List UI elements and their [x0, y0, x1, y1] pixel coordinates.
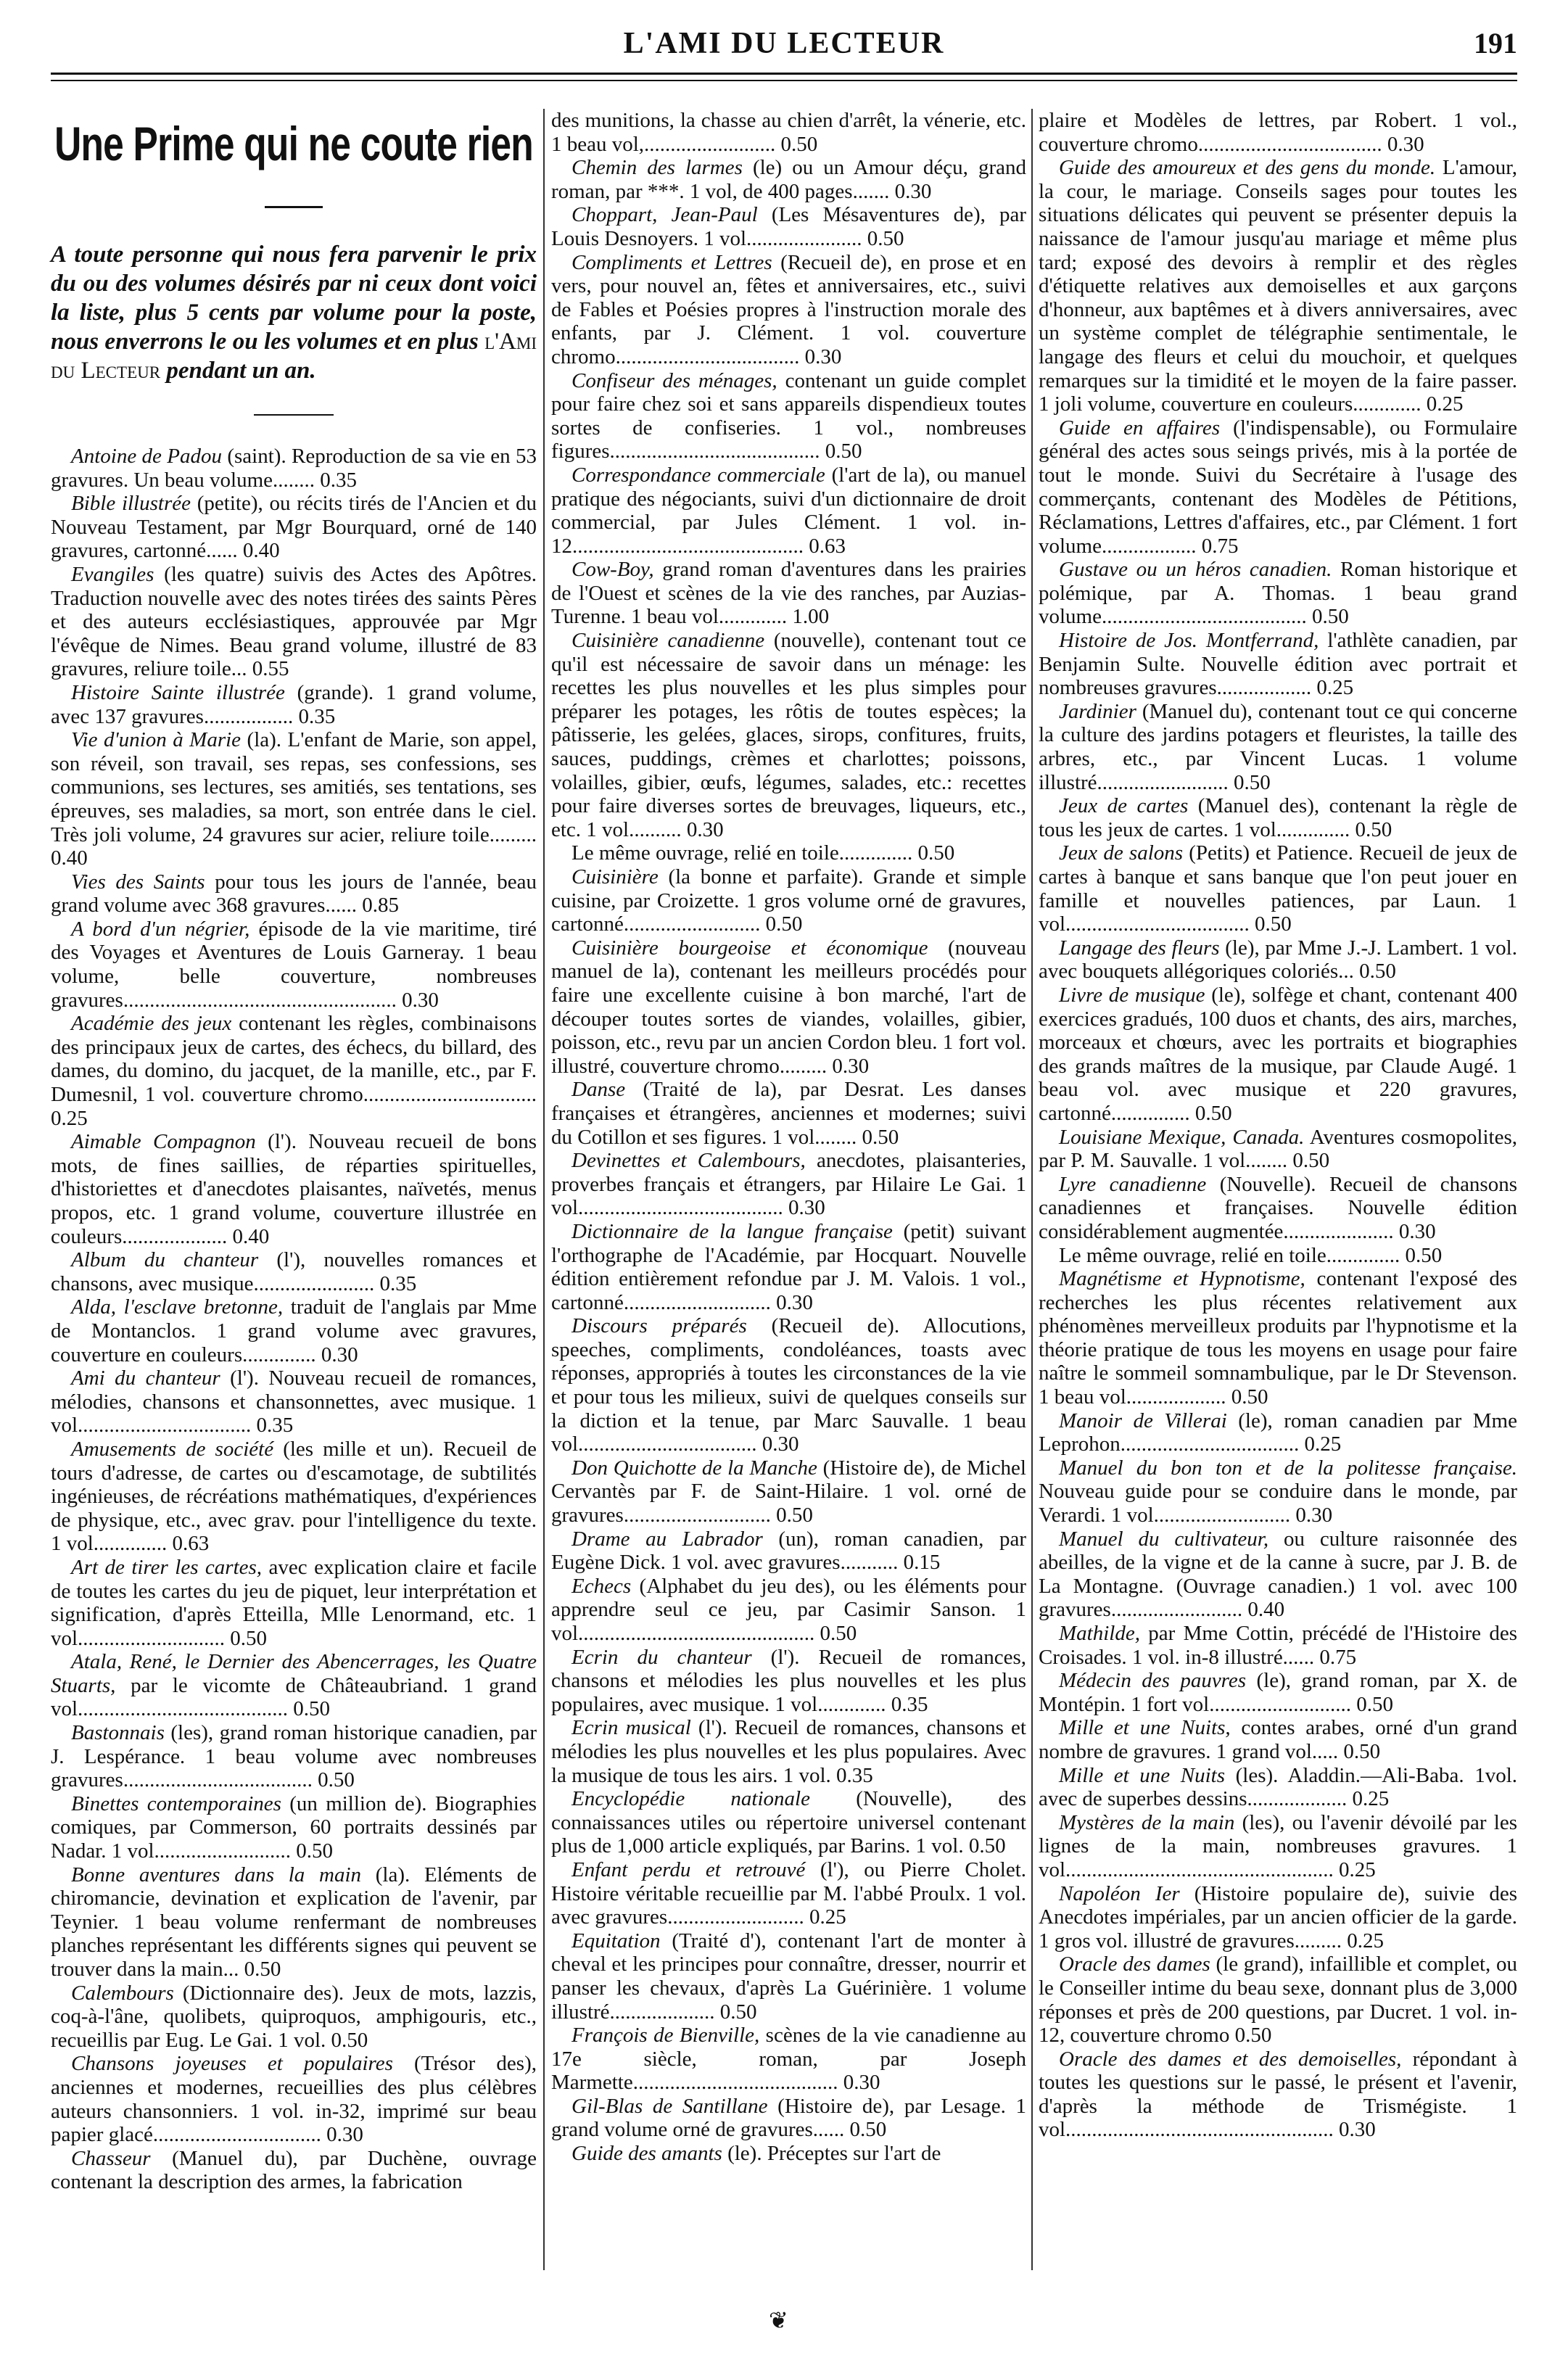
entry-title: Manoir de Villerai	[1059, 1409, 1227, 1432]
header-rule-bottom	[51, 80, 1517, 81]
catalog-entry	[551, 1527, 1026, 1575]
entry-description: par Mme Cottin, précédé de l'Histoire des Croisades. 1 vol. in-8 illustré...... 0.75	[1039, 1622, 1517, 1669]
catalog-entry	[551, 1456, 1026, 1527]
entry-title: François de Bienville,	[572, 2024, 760, 2048]
entry-description: (les mille et un). Recueil de tours d'adresse, de cartes ou d'escamotage, de subtilités ingénieuses, de récréations mathématiques, d'expériences de physique, etc., avec grav. pour l'intelligence du texte. 1 vol.............. 0.63	[51, 1437, 537, 1556]
entry-title: Oracle des dames et des demoiselles,	[1059, 2047, 1402, 2071]
catalog-entry	[551, 203, 1026, 250]
entry-description: (l'). Nouveau recueil de bons mots, de fines saillies, de réparties spirituelles, d'historiettes et d'anecdotes plaisantes, naïvetés, menus propos, etc. 1 grand volume, couverture illustrée en couleurs.................... 0.40	[51, 1130, 537, 1248]
entry-description: contenant un guide complet pour faire chez soi et sans appareils dispendieux toutes sortes de confiseries. 1 vol., nombreuses figures........................................ 0.50	[551, 368, 1027, 463]
entry-description: (le) ou un Amour déçu, grand roman, par ***. 1 vol, de 400 pages....... 0.30	[551, 156, 1026, 203]
column-2	[551, 109, 1026, 2166]
entry-description: des munitions, la chasse au chien d'arrêt, la vénerie, etc. 1 beau vol,......................... 0.50	[551, 109, 1026, 156]
entry-description: (Les Mésaventures de), par Louis Desnoyers. 1 vol...................... 0.50	[551, 203, 1027, 250]
entry-description: contes arabes, orné d'un grand nombre de gravures. 1 grand vol..... 0.50	[1039, 1716, 1517, 1763]
catalog-entry	[551, 1078, 1026, 1149]
entry-title: Binettes contemporaines	[71, 1791, 281, 1815]
catalog-entry	[51, 2052, 537, 2146]
header-rule-top	[51, 73, 1517, 75]
catalog-entry	[51, 492, 537, 563]
entry-description: (le grand), infaillible et complet, ou le Conseiller intime du beau sexe, donnant plus de 3,000 réponses et près de 200 questions, par Ducret. 1 vol. in-12, couverture chromo 0.50	[1039, 1953, 1517, 2048]
entry-description: (Nouvelle), des connaissances utiles ou répertoire universel contenant plus de 1,000 article expliqués, par Barins. 1 vol. 0.50	[551, 1787, 1026, 1858]
entry-title: Lyre canadienne	[1059, 1172, 1207, 1196]
entry-description: (l'indispensable), ou Formulaire général des actes sous seings privés, mis à la portée de tout le monde. Suivi du Secrétaire à l'usage des commerçants, contenant des Modèles de Pétitions, Réclamations, Lettres d'affaires, etc., par Clément. 1 fort volume.................. 0.75	[1039, 416, 1518, 558]
page-number: 191	[1474, 27, 1517, 59]
entry-title: Encyclopédie nationale	[572, 1787, 810, 1811]
column-3	[1039, 109, 1517, 2142]
catalog-entry	[1039, 1173, 1517, 1244]
catalog-entry	[51, 1012, 537, 1130]
entry-description: (saint). Reproduction de sa vie en 53 gravures. Un beau volume........ 0.35	[51, 445, 537, 492]
entry-description: (le), grand roman, par X. de Montépin. 1 fort vol........................... 0.50	[1039, 1669, 1517, 1716]
entry-description: (la). L'enfant de Marie, son appel, son réveil, son travail, ses repas, ses confessions, ses communions, ses lectures, ses amitiés, ses tentations, ses épreuves, ses maladies, sa mort, son entrée dans le ciel. Très joli volume, 24 gravures sur acier, reliure toile......... 0.40	[51, 728, 537, 870]
entry-title: Gustave ou un héros canadien.	[1059, 558, 1332, 582]
entry-description: répondant à toutes les questions sur le passé, le présent et l'avenir, d'après la méthode de Trismégiste. 1 vol................................................... 0.30	[1039, 2047, 1517, 2142]
entry-title: Equitation	[572, 1929, 661, 1953]
entry-title: Vie d'union à Marie	[71, 728, 242, 752]
catalog-entry	[551, 865, 1026, 936]
entry-description: (petite), ou récits tirés de l'Ancien et du Nouveau Testament, par Mgr Bourquard, orné de 140 gravures, cartonné...... 0.40	[51, 492, 537, 563]
entry-description: (Alphabet du jeu des), ou les éléments pour apprendre seul ce jeu, par Casimir Sanson. 1 vol............................................. 0.50	[551, 1574, 1026, 1645]
entry-description: Nouveau guide pour se conduire dans le monde, par Verardi. 1 vol.......................... 0.30	[1039, 1480, 1517, 1527]
catalog-entry	[51, 681, 537, 728]
entry-description: plaire et Modèles de lettres, par Robert. 1 vol., couverture chromo................................... 0.30	[1039, 109, 1517, 156]
entry-title: A bord d'un négrier,	[71, 917, 250, 941]
entry-description: (l'art de la), ou manuel pratique des négociants, suivi d'un dictionnaire de droit commercial, par Jules Clément. 1 vol. in-12............................................ 0.63	[551, 463, 1026, 558]
entry-title: Album du chanteur	[71, 1248, 259, 1272]
entry-title: Jardinier	[1059, 699, 1136, 723]
entry-description: (les quatre) suivis des Actes des Apôtres. Traduction nouvelle avec des notes tirées des saints Pères et des auteurs ecclésiastiques, approuvée par Mgr l'évêque de Nimes. Beau grand volume, illustré de 83 gravures, reliure toile... 0.55	[51, 562, 537, 681]
entry-title: Médecin des pauvres	[1059, 1669, 1247, 1693]
entry-title: Livre de musique	[1059, 983, 1205, 1007]
catalog-entry	[1039, 1882, 1517, 1953]
entry-title: Histoire Sainte illustrée	[71, 680, 285, 704]
entry-description: l'athlète canadien, par Benjamin Sulte. Nouvelle édition avec portrait et nombreuses gravures.................. 0.25	[1039, 629, 1517, 700]
catalog-entry	[551, 841, 1026, 865]
catalog-entry	[51, 2147, 537, 2194]
entry-description: (petit) suivant l'orthographe de l'Académie, par Hocquart. Nouvelle édition entièrement refondue par J. M. Valois. 1 vol., cartonné............................ 0.30	[551, 1219, 1026, 1314]
entry-title: Bastonnais	[71, 1721, 165, 1745]
entry-title: Vies des Saints	[71, 870, 205, 894]
entry-description: scènes de la vie canadienne au 17e siècle, roman, par Joseph Marmette....................................... 0.30	[551, 2024, 1026, 2095]
catalog-list-3	[1039, 109, 1517, 2142]
entry-title: Académie des jeux	[71, 1012, 232, 1036]
entry-description: Le même ouvrage, relié en toile.............. 0.50	[572, 841, 955, 865]
catalog-entry	[1039, 1456, 1517, 1527]
entry-description: (l'), ou Pierre Cholet. Histoire véritable recueillie par M. l'abbé Proulx. 1 vol. avec gravures.......................... 0.25	[551, 1857, 1026, 1929]
entry-title: Cow-Boy,	[572, 558, 654, 582]
entry-description: (Histoire de), par Lesage. 1 grand volume orné de gravures...... 0.50	[551, 2094, 1026, 2142]
entry-title: Correspondance commerciale	[572, 463, 825, 487]
entry-title: Manuel du bon ton et de la politesse française.	[1059, 1456, 1517, 1480]
entry-title: Mathilde,	[1059, 1622, 1140, 1645]
entry-description: (Recueil de). Allocutions, speeches, compliments, condoléances, toasts avec réponses, appropriés à toutes les circonstances de la vie et pour tous les milieux, suivi de quelques conseils sur la diction et la tenue, par Marc Sauvalle. 1 beau vol.................................. 0.30	[551, 1314, 1026, 1456]
entry-description: (un), roman canadien, par Eugène Dick. 1 vol. avec gravures........... 0.15	[551, 1527, 1026, 1575]
catalog-entry	[551, 463, 1026, 558]
entry-title: Mille et une Nuits	[1059, 1763, 1226, 1787]
entry-description: Aventures cosmopolites, par P. M. Sauvalle. 1 vol........ 0.50	[1039, 1125, 1517, 1173]
entry-description: (l'). Recueil de romances, chansons et mélodies les plus nouvelles et les plus populaires, avec musique. 1 vol............. 0.35	[551, 1645, 1026, 1716]
entry-title: Chansons joyeuses et populaires	[71, 2052, 393, 2076]
entry-title: Jeux de salons	[1059, 841, 1184, 865]
journal-title: L'AMI DU LECTEUR	[623, 27, 945, 60]
entry-description: (nouveau manuel de la), contenant les meilleurs procédés pour faire une excellente cuisine à bon marché, l'art de découper toutes sortes de viandes, volailles, gibier, poisson, etc., revu par un ancien Cordon bleu. 1 fort vol. illustré, couverture chromo......... 0.30	[551, 936, 1026, 1078]
catalog-entry	[551, 1858, 1026, 1929]
entry-title: Ecrin du chanteur	[572, 1645, 752, 1669]
catalog-entry	[51, 1792, 537, 1863]
entry-description: (les). Aladdin.—Ali-Baba. 1vol. avec de superbes dessins................... 0.25	[1039, 1763, 1517, 1811]
catalog-entry	[551, 558, 1026, 629]
entry-title: Chasseur	[71, 2146, 151, 2170]
entry-title: Jeux de cartes	[1059, 794, 1189, 818]
entry-title: Chemin des larmes	[572, 156, 743, 180]
entry-description: (Trésor des), anciennes et modernes, recueillies des plus célèbres auteurs chansonniers. 1 vol. in-32, imprimé sur beau papier glacé................................ 0.30	[51, 2052, 537, 2147]
entry-description: (Histoire de), de Michel Cervantès par F. de Saint-Hilaire. 1 vol. orné de gravures............................ 0.50	[551, 1456, 1026, 1527]
entry-title: Manuel du cultivateur,	[1059, 1527, 1269, 1551]
entry-description: avec explication claire et facile de toutes les cartes du jeu de piquet, leur interprétation et signification, d'après Etteilla, Mlle Lenormand, etc. 1 vol............................ 0.50	[51, 1555, 537, 1650]
entry-title: Guide des amoureux et des gens du monde.	[1059, 156, 1436, 180]
entry-description: (le). Préceptes sur l'art de	[722, 2142, 941, 2166]
catalog-entry	[1039, 1716, 1517, 1763]
catalog-entry	[1039, 841, 1517, 936]
entry-title: Art de tirer les cartes,	[71, 1555, 263, 1579]
catalog-entry	[51, 870, 537, 918]
catalog-entry	[1039, 629, 1517, 700]
catalog-entry	[551, 936, 1026, 1079]
catalog-entry	[51, 445, 537, 492]
entry-title: Choppart, Jean-Paul	[572, 203, 758, 227]
catalog-entry	[51, 1556, 537, 1650]
entry-description: contenant l'exposé des recherches les plus récentes relativement aux phénomènes merveilleux produits par l'hypnotisme et la théorie pratique de tous les moyens en usage pour faire naître le sommeil somnambulique, par le Dr Stevenson. 1 beau vol................... 0.50	[1039, 1267, 1518, 1409]
entry-title: Echecs	[572, 1574, 632, 1598]
column-divider-2	[1031, 109, 1033, 2270]
entry-title: Don Quichotte de la Manche	[572, 1456, 817, 1480]
entry-description: anecdotes, plaisanteries, proverbes français et étrangers, par Hilaire Le Gai. 1 vol....................................... 0.30	[551, 1149, 1026, 1220]
catalog-entry	[1039, 1622, 1517, 1669]
catalog-entry	[51, 1130, 537, 1248]
entry-title: Drame au Labrador	[572, 1527, 763, 1551]
entry-title: Ecrin musical	[572, 1716, 691, 1740]
catalog-entry	[1039, 1764, 1517, 1811]
catalog-entry	[1039, 1669, 1517, 1716]
entry-description: (l'). Nouveau recueil de romances, mélodies, chansons et chansonnettes, avec musique. 1 vol................................. 0.35	[51, 1366, 537, 1438]
entry-title: Langage des fleurs	[1059, 936, 1220, 960]
catalog-entry	[551, 1929, 1026, 2024]
catalog-list-1	[51, 445, 537, 2194]
entry-description: grand roman d'aventures dans les prairies de l'Ouest et scènes de la vie des ranches, par Auzias-Turenne. 1 beau vol............. 1.00	[551, 558, 1026, 629]
entry-title: Amusements de société	[71, 1437, 274, 1461]
catalog-entry	[551, 2095, 1026, 2142]
catalog-entry	[1039, 794, 1517, 841]
entry-description: (grande). 1 grand volume, avec 137 gravures................. 0.35	[51, 680, 537, 728]
entry-title: Mystères de la main	[1059, 1810, 1235, 1834]
entry-title: Cuisinière canadienne	[572, 629, 765, 653]
entry-description: épisode de la vie maritime, tiré des Voyages et Aventures de Louis Garneray. 1 beau volume, belle couverture, nombreuses gravures.................................................... 0.30	[51, 917, 537, 1012]
entry-description: (la bonne et parfaite). Grande et simple cuisine, par Croizette. 1 gros volume orné de gravures, cartonné.......................... 0.50	[551, 865, 1026, 936]
entry-title: Mille et une Nuits,	[1059, 1716, 1231, 1740]
entry-description: (nouvelle), contenant tout ce qu'il est nécessaire de savoir dans un ménage: les recettes les plus nouvelles et les plus simples pour préparer les potages, les rôtis de toutes espèces; la pâtisserie, les gelées, glaces, sirops, confitures, fruits, sauces, puddings, crèmes et charlottes; poissons, volailles, gibier, œufs, légumes, salades, etc.: recettes pour faire diverses sortes de breuvages, liqueurs, etc., etc. 1 vol.......... 0.30	[551, 629, 1026, 841]
catalog-entry	[51, 1248, 537, 1295]
entry-description: par le vicomte de Châteaubriand. 1 grand vol........................................ 0.50	[51, 1673, 537, 1721]
catalog-entry	[51, 1863, 537, 1982]
entry-description: ou culture raisonnée des abeilles, de la vigne et de la canne à sucre, par J. B. de La Montagne. (Ouvrage canadien.) 1 vol. avec 100 gravures......................... 0.40	[1039, 1527, 1517, 1622]
advertisement-title: Une Prime qui ne coute rien	[54, 117, 533, 170]
entry-description: (les), ou l'avenir dévoilé par les lignes de la main, nombreuses gravures. 1 vol................................................... 0.25	[1039, 1810, 1517, 1881]
entry-description: (Traité d'), contenant l'art de monter à cheval et les principes pour connaître, dresser, nourrir et panser les chevaux, d'après La Guérinière. 1 volume illustré.................... 0.50	[551, 1929, 1026, 2024]
catalog-entry	[551, 156, 1026, 203]
entry-description: (l'). Recueil de romances, chansons et mélodies les plus nouvelles et les plus populaires. Avec la musique de tous les airs. 1 vol. 0.35	[551, 1716, 1026, 1787]
catalog-entry	[1039, 109, 1517, 156]
entry-title: Discours préparés	[572, 1314, 747, 1338]
entry-title: Dictionnaire de la langue française	[572, 1219, 893, 1243]
catalog-entry	[1039, 156, 1517, 416]
catalog-entry	[1039, 1811, 1517, 1882]
entry-title: Enfant perdu et retrouvé	[572, 1857, 806, 1881]
catalog-entry	[551, 369, 1026, 463]
entry-title: Oracle des dames	[1059, 1953, 1210, 1976]
ad-journal-name: l'Ami du Lecteur	[51, 329, 537, 384]
entry-description: (Manuel du), par Duchène, ouvrage contenant la description des armes, la fabrication	[51, 2146, 537, 2194]
catalog-entry	[51, 1438, 537, 1556]
catalog-entry	[551, 1787, 1026, 1858]
catalog-entry	[1039, 416, 1517, 558]
catalog-entry	[51, 1295, 537, 1366]
entry-title: Magnétisme et Hypnotisme,	[1059, 1267, 1305, 1291]
entry-description: traduit de l'anglais par Mme de Montanclos. 1 grand volume avec gravures, couverture en couleurs.............. 0.30	[51, 1295, 537, 1366]
entry-description: pour tous les jours de l'année, beau grand volume avec 368 gravures...... 0.85	[51, 870, 537, 918]
entry-title: Calembours	[71, 1981, 174, 2005]
entry-title: Alda, l'esclave bretonne,	[71, 1295, 284, 1319]
title-dash	[265, 206, 323, 208]
entry-description: (le), par Mme J.-J. Lambert. 1 vol. avec bouquets allégoriques coloriés... 0.50	[1039, 936, 1517, 984]
entry-description: (la). Eléments de chiromancie, devination et explication de l'avenir, par Teynier. 1 beau volume renfermant de nombreuses planches représentant les différents signes qui peuvent se trouver dans la main... 0.50	[51, 1863, 537, 1981]
entry-title: Cuisinière	[572, 865, 659, 888]
advertisement-rule	[254, 414, 334, 416]
entry-title: Histoire de Jos. Montferrand,	[1059, 629, 1319, 653]
catalog-entry	[551, 1220, 1026, 1314]
ad-body-text: A toute personne qui nous fera parvenir le prix du ou des volumes désirés par ni ceux dont voici la liste, plus 5 cents par volume pour la poste, nous enverrons le ou les volumes et en plus	[51, 242, 537, 355]
catalog-entry	[1039, 1244, 1517, 1268]
catalog-entry	[51, 1650, 537, 1721]
catalog-entry	[551, 2024, 1026, 2095]
catalog-entry	[551, 1575, 1026, 1646]
entry-title: Guide des amants	[572, 2142, 722, 2166]
catalog-entry	[1039, 1953, 1517, 2047]
catalog-entry	[551, 1646, 1026, 1717]
catalog-entry	[1039, 984, 1517, 1126]
catalog-entry	[51, 918, 537, 1012]
entry-description: (Dictionnaire des). Jeux de mots, lazzis, coq-à-l'âne, quolibets, quiproquos, amphigouris, etc., recueillis par Eug. Le Gai. 1 vol. 0.50	[51, 1981, 537, 2052]
entry-description: (le), solfège et chant, contenant 400 exercices gradués, 100 duos et chants, des airs, marches, morceaux et chœurs, avec les portraits et biographies des grands maîtres de la musique, par Claude Augé. 1 beau vol. avec musique et 220 gravures, cartonné............... 0.50	[1039, 983, 1517, 1125]
catalog-entry	[1039, 558, 1517, 629]
entry-description: (Recueil de), en prose et en vers, pour nouvel an, fêtes et anniversaires, etc., suivi de Fables et Poésies propres à l'instruction morale des enfants, par J. Clément. 1 vol. couverture chromo................................... 0.30	[551, 250, 1027, 368]
catalog-entry	[551, 2142, 1026, 2166]
entry-description: Le même ouvrage, relié en toile.............. 0.50	[1059, 1243, 1443, 1267]
catalog-entry	[551, 629, 1026, 841]
catalog-entry	[1039, 936, 1517, 984]
entry-title: Cuisinière bourgeoise et économique	[572, 936, 928, 960]
entry-title: Compliments et Lettres	[572, 250, 772, 274]
entry-title: Devinettes et Calembours,	[572, 1149, 806, 1173]
catalog-entry	[51, 728, 537, 870]
entry-description: (Petits) et Patience. Recueil de jeux de cartes à banque et sans banque que l'on peut jouer en famille et nouvelles patiences, par Laun. 1 vol................................... 0.50	[1039, 841, 1517, 936]
entry-description: (Traité de la), par Desrat. Les danses françaises et étrangères, anciennes et modernes; suivi du Cotillon et ses figures. 1 vol........ 0.50	[551, 1078, 1026, 1149]
catalog-entry	[1039, 1267, 1517, 1409]
catalog-entry	[1039, 700, 1517, 794]
entry-description: (le), roman canadien par Mme Leprohon.................................. 0.25	[1039, 1409, 1517, 1456]
entry-description: (Histoire populaire de), suivie des Anecdotes impériales, par un ancien officier de la garde. 1 gros vol. illustré de gravures......... 0.25	[1039, 1881, 1517, 1953]
catalog-entry	[1039, 1527, 1517, 1622]
catalog-entry	[551, 1149, 1026, 1220]
entry-title: Ami du chanteur	[71, 1366, 220, 1390]
entry-description: L'amour, la cour, le mariage. Conseils sages pour toutes les situations délicates qui peuvent se présenter depuis la naissance de l'amour jusqu'au mariage et même plus tard; exposé des devoirs à remplir et des règles d'étiquette relatives aux demoiselles et aux garçons d'honneur, aux baptêmes et à divers anniversaires, avec un système complet de télégraphie sentimentale, le langage des fleurs et celui du mouchoir, et quelques remarques sur la timidité et le moyen de la faire passer. 1 joli volume, couverture en couleurs............. 0.25	[1039, 156, 1517, 416]
catalog-entry	[51, 1721, 537, 1792]
running-header	[51, 22, 1517, 65]
ad-body-end: pendant un an.	[160, 358, 316, 384]
entry-title: Confiseur des ménages,	[572, 368, 777, 392]
entry-title: Antoine de Padou	[71, 445, 222, 468]
catalog-entry	[551, 109, 1026, 156]
advertisement-body	[51, 240, 537, 385]
catalog-entry	[551, 251, 1026, 369]
entry-title: Guide en affaires	[1059, 416, 1221, 440]
entry-title: Bible illustrée	[71, 492, 191, 516]
entry-description: (Manuel des), contenant la règle de tous les jeux de cartes. 1 vol.............. 0.50	[1039, 794, 1518, 841]
entry-title: Bonne aventures dans la main	[71, 1863, 362, 1887]
entry-description: Roman historique et polémique, par A. Thomas. 1 beau grand volume....................................... 0.50	[1039, 558, 1517, 629]
entry-title: Danse	[572, 1078, 626, 1102]
catalog-entry	[51, 1982, 537, 2053]
ornament-icon: ❦	[769, 2307, 788, 2333]
entry-description: (Manuel du), contenant tout ce qui concerne la culture des jardins potagers et fleuristes, la taille des arbres, etc., par Vincent Lucas. 1 volume illustré......................... 0.50	[1039, 699, 1517, 794]
entry-title: Aimable Compagnon	[71, 1130, 256, 1154]
catalog-entry	[1039, 2048, 1517, 2142]
catalog-entry	[1039, 1126, 1517, 1173]
catalog-entry	[551, 1716, 1026, 1787]
entry-description: (un million de). Biographies comiques, par Commerson, 60 portraits dessinés par Nadar. 1 vol.......................... 0.50	[51, 1791, 537, 1863]
entry-description: (les), grand roman historique canadien, par J. Lespérance. 1 beau volume avec nombreuses gravures.................................... 0.50	[51, 1721, 537, 1792]
catalog-entry	[51, 1366, 537, 1438]
column-divider-1	[543, 109, 545, 2270]
entry-title: Evangiles	[71, 562, 154, 586]
catalog-list-2	[551, 109, 1026, 2166]
entry-title: Louisiane Mexique, Canada.	[1059, 1125, 1305, 1149]
entry-title: Napoléon Ier	[1059, 1881, 1180, 1905]
entry-description: (Nouvelle). Recueil de chansons canadiennes et françaises. Nouvelle édition considérablement augmentée..................... 0.30	[1039, 1172, 1518, 1243]
catalog-entry	[51, 563, 537, 681]
entry-description: contenant les règles, combinaisons des principaux jeux de cartes, des échecs, du billard, des dames, du domino, du jacquet, de la manille, etc., par F. Dumesnil, 1 vol. couverture chromo................................. 0.25	[51, 1012, 537, 1130]
entry-title: Atala, René, le Dernier des Abencerrages, les Quatre Stuarts,	[51, 1650, 537, 1697]
column-1	[51, 115, 537, 2194]
entry-title: Gil-Blas de Santillane	[572, 2094, 768, 2118]
catalog-entry	[551, 1314, 1026, 1456]
catalog-entry	[1039, 1409, 1517, 1456]
entry-description: (l'), nouvelles romances et chansons, avec musique....................... 0.35	[51, 1248, 537, 1295]
